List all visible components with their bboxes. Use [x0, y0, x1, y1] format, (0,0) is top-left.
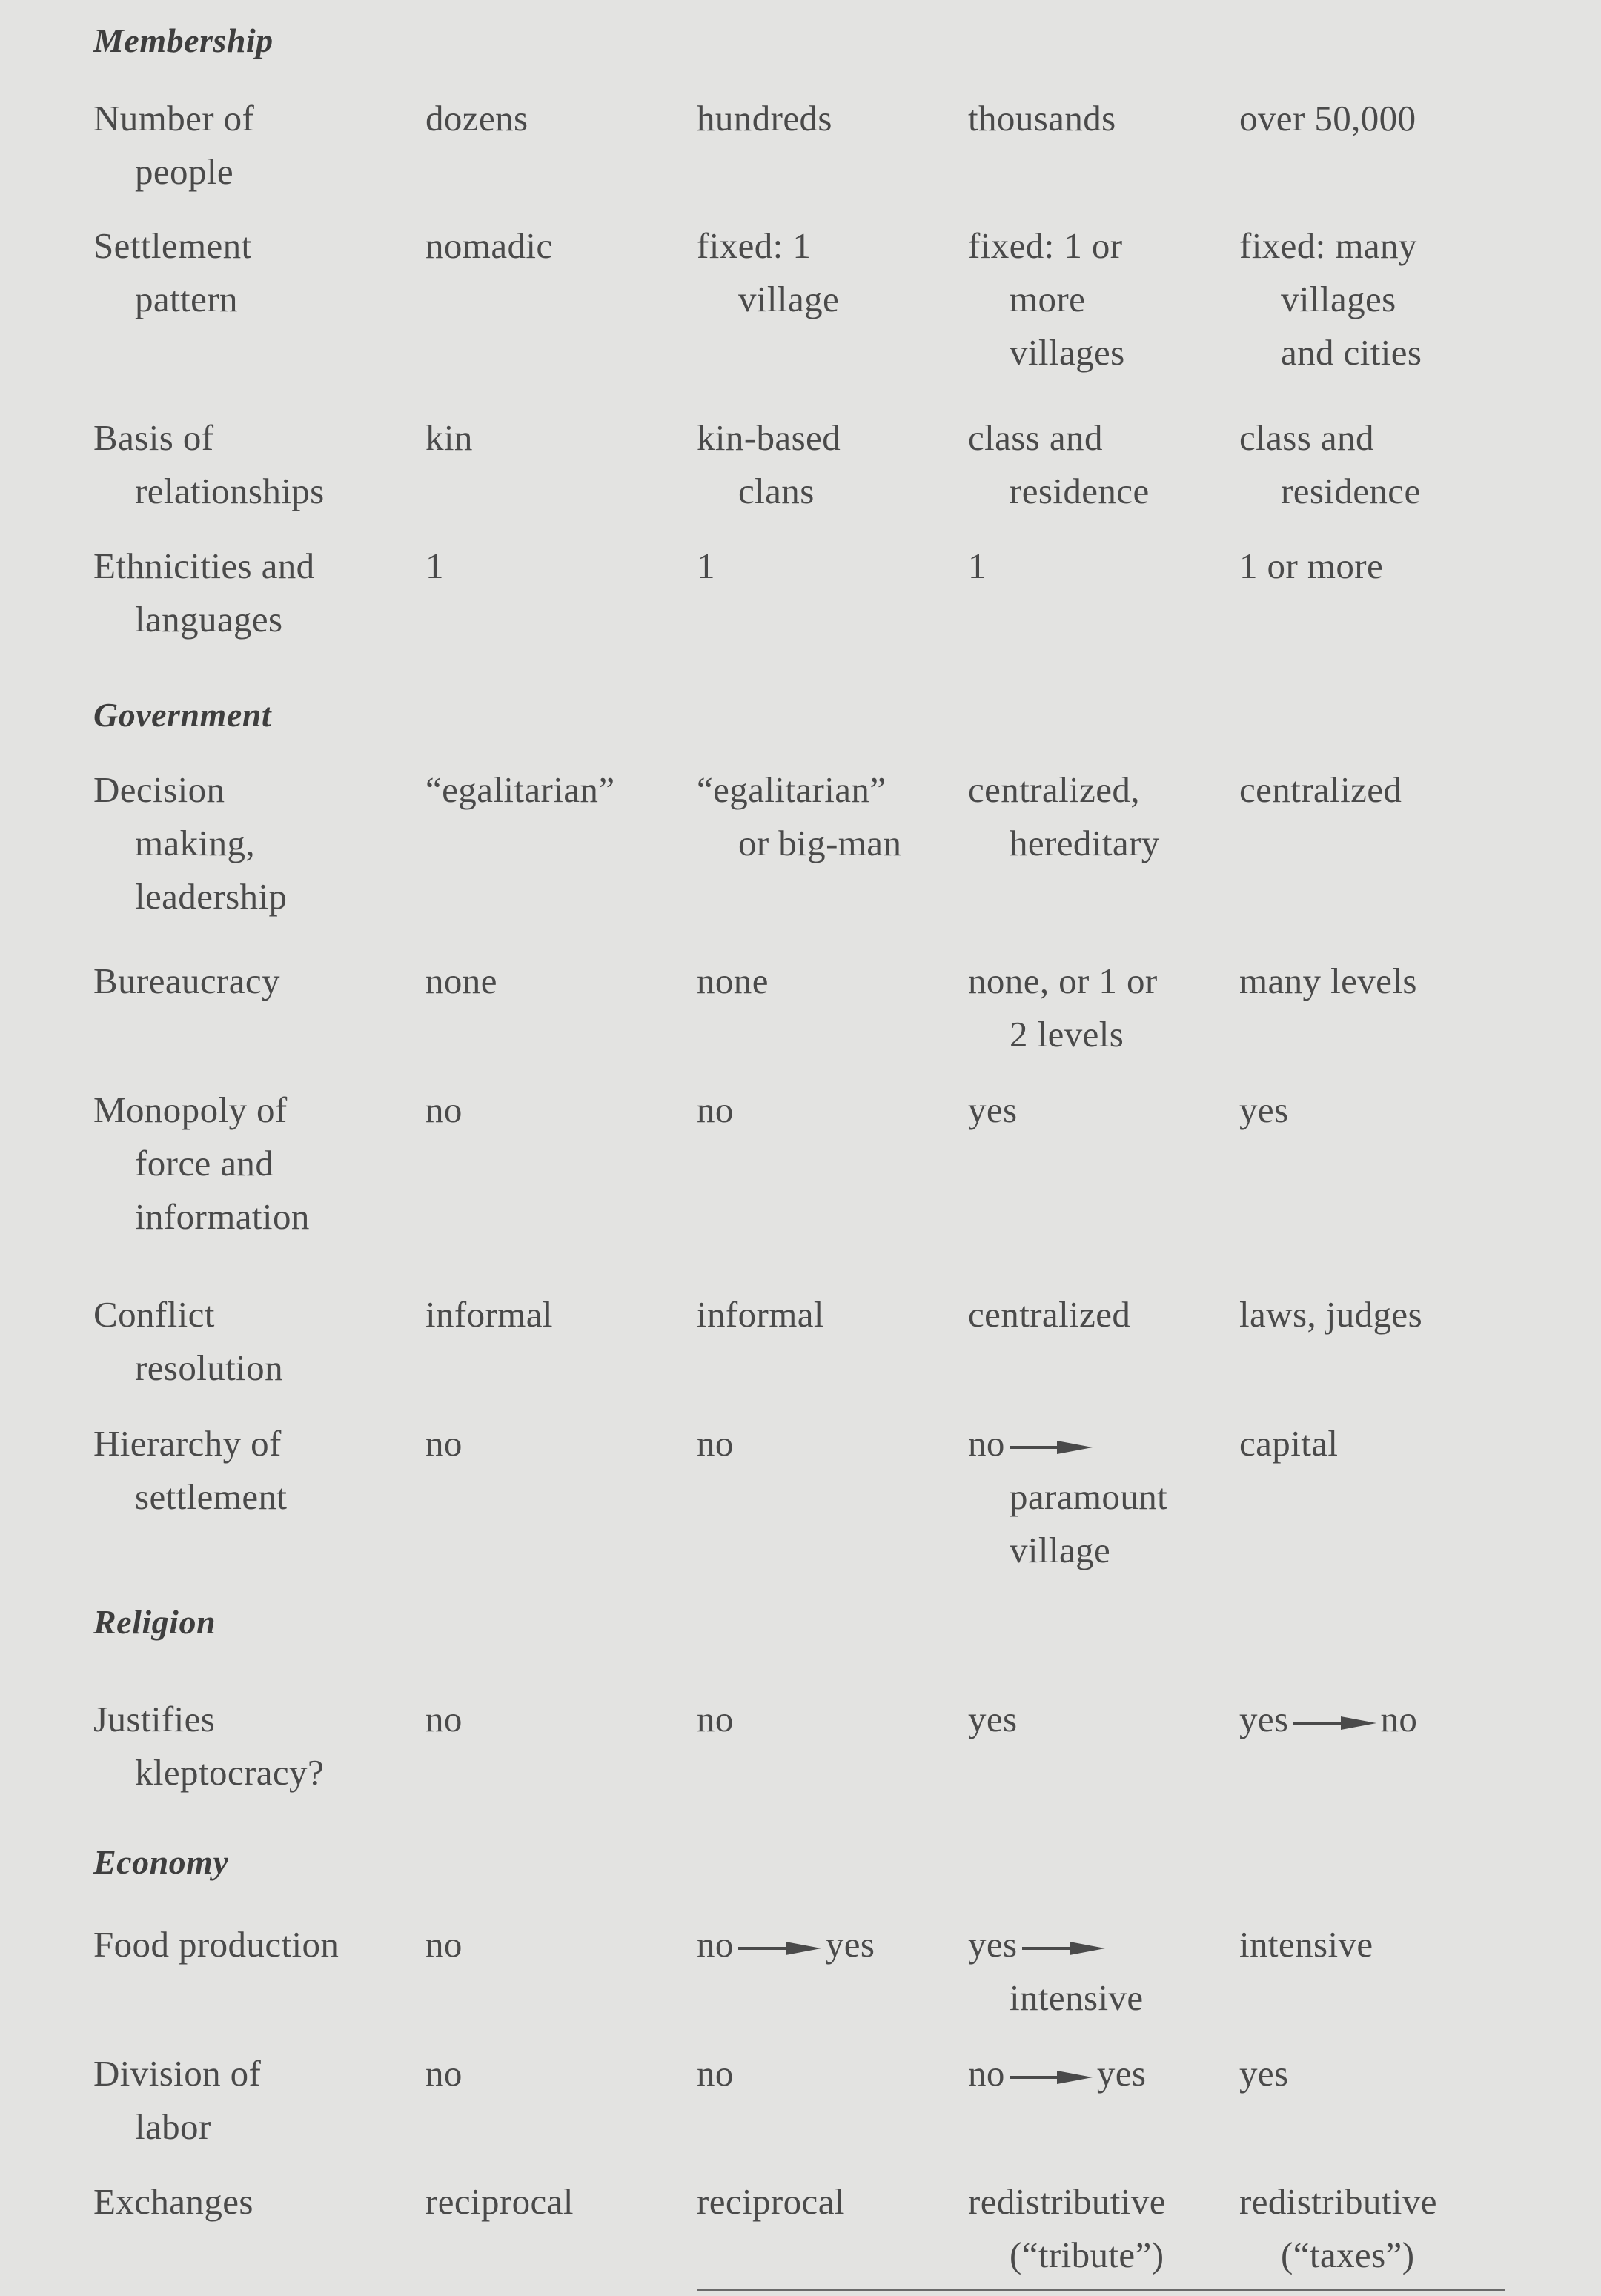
cell-text-line: laws, judges [1239, 1294, 1423, 1335]
cell-text-line: class and [1239, 417, 1374, 458]
cell-text-line: no [425, 1089, 463, 1130]
table-cell [697, 2175, 845, 2229]
table-cell [968, 1693, 1018, 1746]
table-cell [1239, 92, 1416, 145]
table-cell [425, 1693, 463, 1746]
table-cell [425, 1084, 463, 1137]
table-cell [697, 540, 715, 593]
cell-text-line: Decision [93, 769, 225, 810]
cell-text-line: “egalitarian” [697, 769, 886, 810]
cell-text-line: intensive [1010, 1977, 1144, 2018]
cell-text-line: (“taxes”) [1281, 2234, 1415, 2275]
cell-text-line: no [425, 2053, 463, 2094]
cell-text-line: more [1010, 279, 1086, 319]
row-label [93, 763, 287, 923]
table-cell [425, 2175, 574, 2229]
table-cell [1239, 540, 1383, 593]
cell-text-line: Hierarchy of [93, 1423, 282, 1464]
cell-text-line: hereditary [1010, 823, 1160, 863]
cell-text-line: relationships [135, 471, 325, 511]
cell-text-line: 1 [968, 545, 987, 586]
cell-text-line: yes [1239, 2053, 1289, 2094]
cell-text-line: no yes [968, 2053, 1147, 2094]
table-cell [968, 411, 1150, 518]
cell-text-line: no [697, 1089, 734, 1130]
arrow-icon [1293, 1715, 1376, 1731]
table-cell [968, 92, 1116, 145]
row-label [93, 2047, 261, 2154]
table-cell [1239, 219, 1422, 379]
cell-text-line: (“tribute”) [1010, 2234, 1164, 2275]
cell-text-line: no [697, 2053, 734, 2094]
cell-text-line: and cities [1281, 332, 1422, 373]
table-cell [425, 92, 528, 145]
cell-text-line: redistributive [968, 2181, 1166, 2222]
cell-text-line: fixed: 1 or [968, 225, 1123, 266]
arrow-icon [1010, 1439, 1093, 1456]
table-cell [425, 1288, 553, 1341]
cell-text-line: residence [1281, 471, 1421, 511]
cell-text-line: no [425, 1423, 463, 1464]
cell-text-line: force and [135, 1143, 274, 1184]
cell-text-line: pattern [135, 279, 238, 319]
table-cell [1239, 1417, 1338, 1470]
row-label [93, 2175, 253, 2229]
row-label [93, 955, 280, 1008]
table-cell [697, 1288, 824, 1341]
table-cell [697, 763, 901, 870]
cell-text-line: information [135, 1196, 310, 1237]
table-cell [697, 1084, 734, 1137]
cell-text-line: Number of [93, 98, 255, 139]
cell-text-line: villages [1281, 279, 1396, 319]
arrow-icon [1010, 2069, 1093, 2086]
cell-text-line: villages [1010, 332, 1125, 373]
table-cell [968, 763, 1160, 870]
table-cell [697, 1417, 734, 1470]
table-cell [1239, 955, 1417, 1008]
cell-text-line: fixed: 1 [697, 225, 812, 266]
row-label [93, 540, 315, 646]
cell-text-line: 1 or more [1239, 545, 1384, 586]
cell-text-line: hundreds [697, 98, 832, 139]
table-cell [697, 411, 841, 518]
row-label [93, 1693, 324, 1799]
cell-text-line: yes [1239, 1089, 1289, 1130]
cell-text-line: kleptocracy? [135, 1752, 325, 1793]
cell-text-line: resolution [135, 1347, 283, 1388]
cell-text-line: kin [425, 417, 473, 458]
table-cell [697, 1693, 734, 1746]
cell-text-line: no [968, 1417, 1167, 1470]
cell-text-line: “egalitarian” [425, 769, 615, 810]
cell-text-line: capital [1239, 1423, 1339, 1464]
cell-text-line: no [425, 1924, 463, 1965]
cell-text-line: no [697, 1699, 734, 1739]
table-cell [425, 219, 553, 273]
cell-text-line: centralized, [968, 769, 1140, 810]
section-heading-economy: Economy [93, 1843, 229, 1881]
cell-text-line: many levels [1239, 960, 1417, 1001]
cell-text-line: kin-based [697, 417, 841, 458]
bottom-rule [697, 2289, 1505, 2291]
cell-text-line: 1 [697, 545, 715, 586]
cell-text-line: paramount [1010, 1476, 1168, 1517]
section-heading-government: Government [93, 696, 272, 734]
cell-text-line: labor [135, 2106, 211, 2147]
table-cell [968, 219, 1125, 379]
table-cell [425, 763, 614, 817]
row-label [93, 92, 254, 199]
cell-text-line: reciprocal [697, 2181, 845, 2222]
cell-text-line: making, [135, 823, 256, 863]
arrow-icon [738, 1940, 821, 1957]
cell-text-line: people [135, 151, 234, 192]
cell-text-line: dozens [425, 98, 528, 139]
table-cell [425, 2047, 463, 2100]
cell-text-line: or big-man [738, 823, 902, 863]
table-cell [968, 1417, 1167, 1577]
table-cell [968, 1288, 1130, 1341]
cell-text-line: nomadic [425, 225, 553, 266]
cell-text-line: yes no [1239, 1699, 1418, 1739]
cell-text-line: no yes [697, 1924, 875, 1965]
cell-text-line: 1 [425, 545, 444, 586]
row-label [93, 1417, 287, 1524]
row-label [93, 219, 252, 326]
table-cell [1239, 1918, 1373, 1971]
table-cell [968, 540, 987, 593]
cell-text-line: village [738, 279, 840, 319]
cell-text-line: no [697, 1423, 734, 1464]
table-cell [697, 955, 769, 1008]
cell-text-line: Conflict [93, 1294, 215, 1335]
table-cell [425, 411, 473, 465]
table-cell [1239, 2047, 1289, 2100]
cell-text-line: Monopoly of [93, 1089, 288, 1130]
cell-text-line: informal [697, 1294, 824, 1335]
cell-text-line: centralized [968, 1294, 1131, 1335]
table-cell [425, 955, 497, 1008]
cell-text-line: clans [738, 471, 815, 511]
cell-text-line: yes [968, 1699, 1018, 1739]
table-cell [1239, 763, 1402, 817]
cell-text-line: yes [968, 1089, 1018, 1130]
table-cell [697, 219, 839, 326]
cell-text-line: Justifies [93, 1699, 216, 1739]
table-cell [425, 1918, 463, 1971]
arrow-icon [1022, 1940, 1105, 1957]
cell-text-line: settlement [135, 1476, 288, 1517]
cell-text-line: Food production [93, 1924, 339, 1965]
table-cell [425, 1417, 463, 1470]
cell-text-line: none [425, 960, 497, 1001]
cell-text-line: none [697, 960, 769, 1001]
table-cell [968, 2047, 1146, 2100]
cell-text-line: thousands [968, 98, 1116, 139]
cell-text-line: no [425, 1699, 463, 1739]
cell-text-line: 2 levels [1010, 1014, 1124, 1055]
cell-text-line: village [1010, 1530, 1111, 1570]
row-label [93, 1084, 310, 1244]
cell-text-line: intensive [1239, 1924, 1373, 1965]
table-cell [425, 540, 444, 593]
table-cell [697, 92, 832, 145]
cell-text-line: over 50,000 [1239, 98, 1416, 139]
row-label [93, 1918, 339, 1971]
table-cell [697, 2047, 734, 2100]
table-cell [697, 1918, 875, 1971]
cell-text-line: Basis of [93, 417, 214, 458]
cell-text-line: none, or 1 or [968, 960, 1158, 1001]
table-cell [968, 2175, 1166, 2282]
table-cell [968, 955, 1158, 1061]
cell-text-line: centralized [1239, 769, 1402, 810]
cell-text-line: Exchanges [93, 2181, 253, 2222]
cell-text-line: Bureaucracy [93, 960, 280, 1001]
cell-text-line: fixed: many [1239, 225, 1417, 266]
table-cell [1239, 411, 1421, 518]
cell-text-line: Ethnicities and [93, 545, 315, 586]
cell-text-line: Division of [93, 2053, 262, 2094]
cell-text-line: Settlement [93, 225, 252, 266]
table-cell [1239, 1693, 1417, 1746]
cell-text-line: residence [1010, 471, 1150, 511]
cell-text-line: leadership [135, 876, 288, 917]
table-cell [968, 1084, 1018, 1137]
cell-text-line: reciprocal [425, 2181, 574, 2222]
table-cell [1239, 1084, 1289, 1137]
section-heading-membership: Membership [93, 21, 274, 59]
cell-text-line: yes [968, 1918, 1144, 1971]
section-heading-religion: Religion [93, 1603, 216, 1641]
row-label [93, 411, 325, 518]
table-cell [1239, 1288, 1422, 1341]
cell-text-line: informal [425, 1294, 553, 1335]
row-label [93, 1288, 283, 1395]
cell-text-line: class and [968, 417, 1103, 458]
cell-text-line: languages [135, 599, 283, 640]
table-cell [1239, 2175, 1437, 2282]
table-cell [968, 1918, 1144, 2025]
cell-text-line: redistributive [1239, 2181, 1437, 2222]
